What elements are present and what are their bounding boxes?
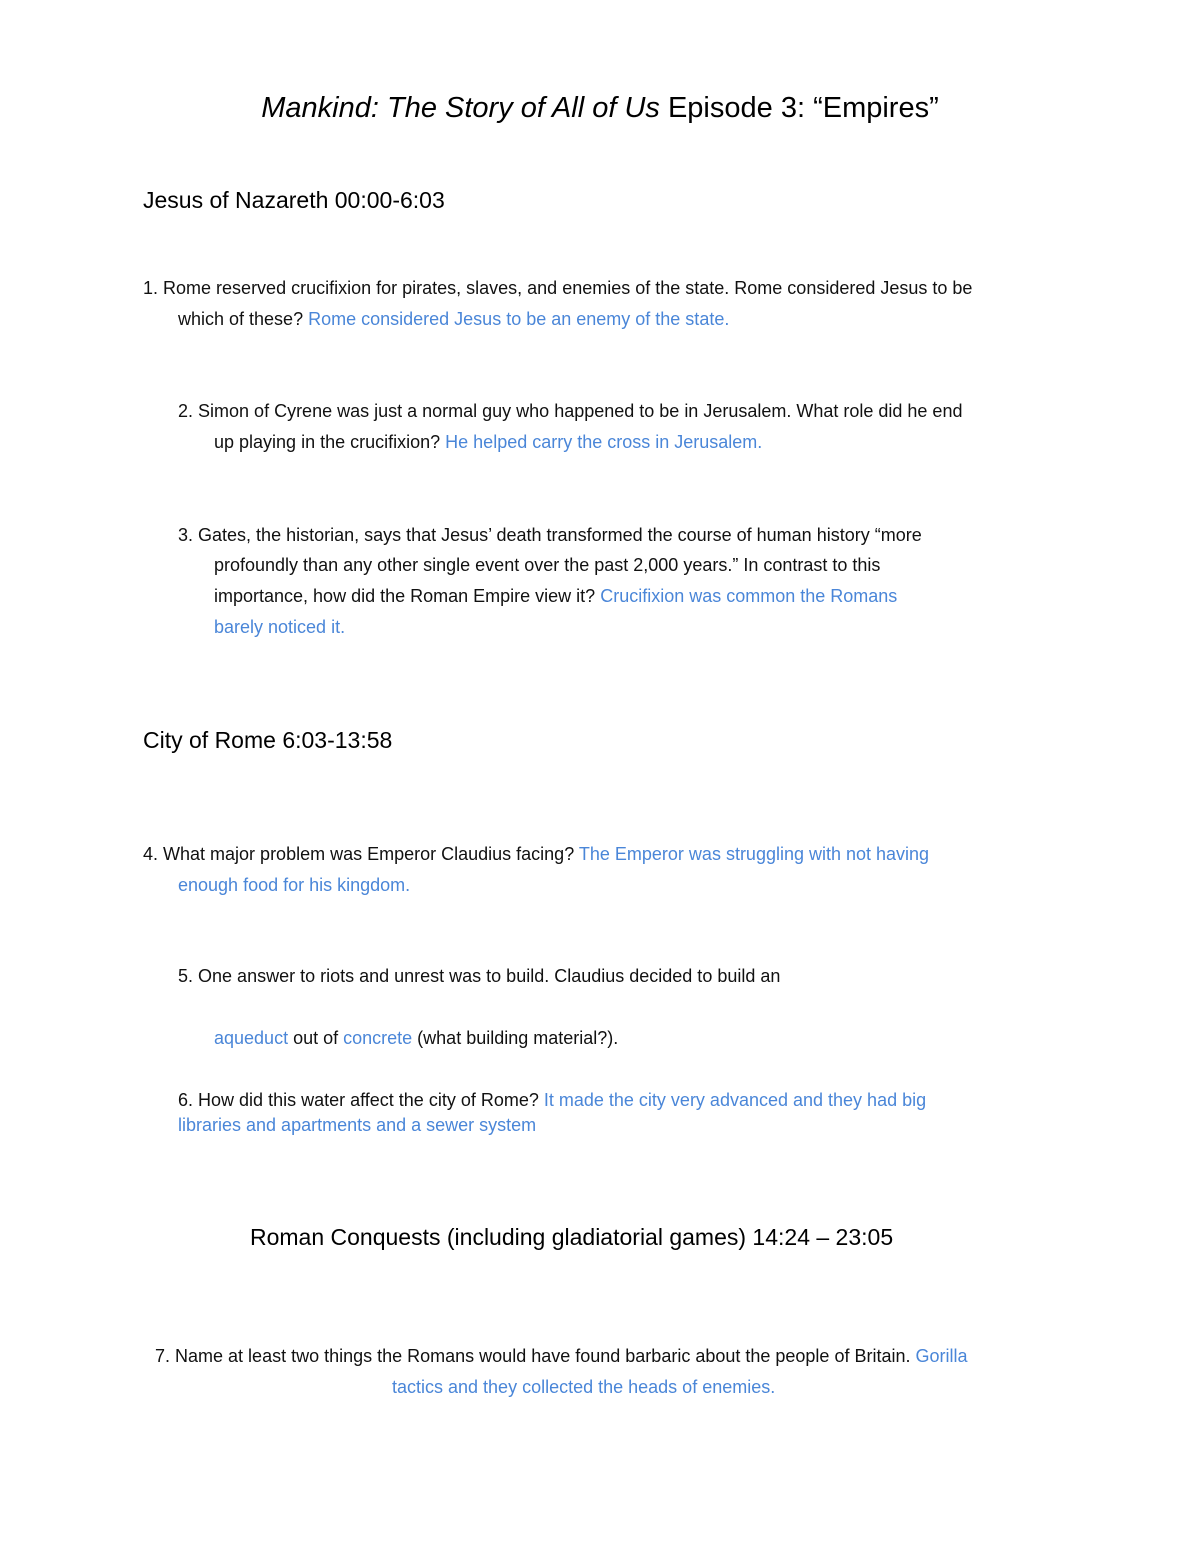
answer-text: Gorilla <box>915 1346 968 1366</box>
question-number: 3. <box>178 525 194 545</box>
question-3-line1 <box>178 523 922 547</box>
question-number: 4. <box>143 844 159 864</box>
question-text: One answer to riots and unrest was to build. Claudius decided to build an <box>198 966 781 986</box>
answer-text: Crucifixion was common the Romans <box>600 586 898 606</box>
question-number: 5. <box>178 966 194 986</box>
answer-blank-aqueduct: aqueduct <box>214 1028 289 1048</box>
title-regular: Episode 3: “Empires” <box>659 92 939 124</box>
question-2-line2 <box>214 430 762 454</box>
title-italic: Mankind: The Story of All of Us <box>261 92 660 124</box>
section-heading-rome: City of Rome 6:03-13:58 <box>143 727 393 753</box>
question-text: Name at least two things the Romans would have found barbaric about the people of Britain. <box>175 1346 911 1366</box>
question-text: Rome reserved crucifixion for pirates, slaves, and enemies of the state. Rome considered Jesus to be <box>163 278 973 298</box>
question-text: which of these? <box>178 309 304 329</box>
question-6-line1 <box>178 1088 926 1112</box>
question-text: importance, how did the Roman Empire view it? <box>214 586 596 606</box>
question-6-answer-line2: libraries and apartments and a sewer system <box>178 1115 537 1135</box>
page-title <box>0 88 1200 128</box>
question-text: How did this water affect the city of Rome? <box>198 1090 539 1110</box>
question-number: 7. <box>155 1346 171 1366</box>
question-4-answer-line2: enough food for his kingdom. <box>178 875 411 895</box>
question-text: Gates, the historian, says that Jesus’ death transformed the course of human history “more <box>198 525 922 545</box>
question-5-line1 <box>178 964 780 988</box>
answer-blank-concrete: concrete <box>343 1028 413 1048</box>
question-number: 2. <box>178 401 194 421</box>
question-number: 6. <box>178 1090 194 1110</box>
answer-text: It made the city very advanced and they had big <box>543 1090 927 1110</box>
question-text: out of <box>288 1028 344 1048</box>
question-2-line1 <box>178 399 962 423</box>
question-text: Simon of Cyrene was just a normal guy who happened to be in Jerusalem. What role did he end <box>198 401 963 421</box>
question-7-line1 <box>155 1344 968 1368</box>
question-text: up playing in the crucifixion? <box>214 432 441 452</box>
question-5-line2 <box>214 1026 618 1050</box>
section-heading-conquests: Roman Conquests (including gladiatorial games) 14:24 – 23:05 <box>250 1224 894 1250</box>
question-text: (what building material?). <box>412 1028 619 1048</box>
answer-text: He helped carry the cross in Jerusalem. <box>445 432 763 452</box>
answer-text: The Emperor was struggling with not having <box>578 844 930 864</box>
question-number: 1. <box>143 278 159 298</box>
question-1-line2 <box>178 307 729 331</box>
question-3-answer-line2: barely noticed it. <box>214 617 346 637</box>
question-4-line1 <box>143 842 929 866</box>
section-heading-jesus: Jesus of Nazareth 00:00-6:03 <box>143 187 445 213</box>
question-3-line3 <box>214 584 897 608</box>
question-1-line1 <box>143 276 972 300</box>
question-7-answer-line2: tactics and they collected the heads of enemies. <box>392 1377 776 1397</box>
answer-text: Rome considered Jesus to be an enemy of the state. <box>308 309 730 329</box>
question-3-line2: profoundly than any other single event over the past 2,000 years.” In contrast to this <box>214 555 881 575</box>
question-text: What major problem was Emperor Claudius facing? <box>163 844 575 864</box>
